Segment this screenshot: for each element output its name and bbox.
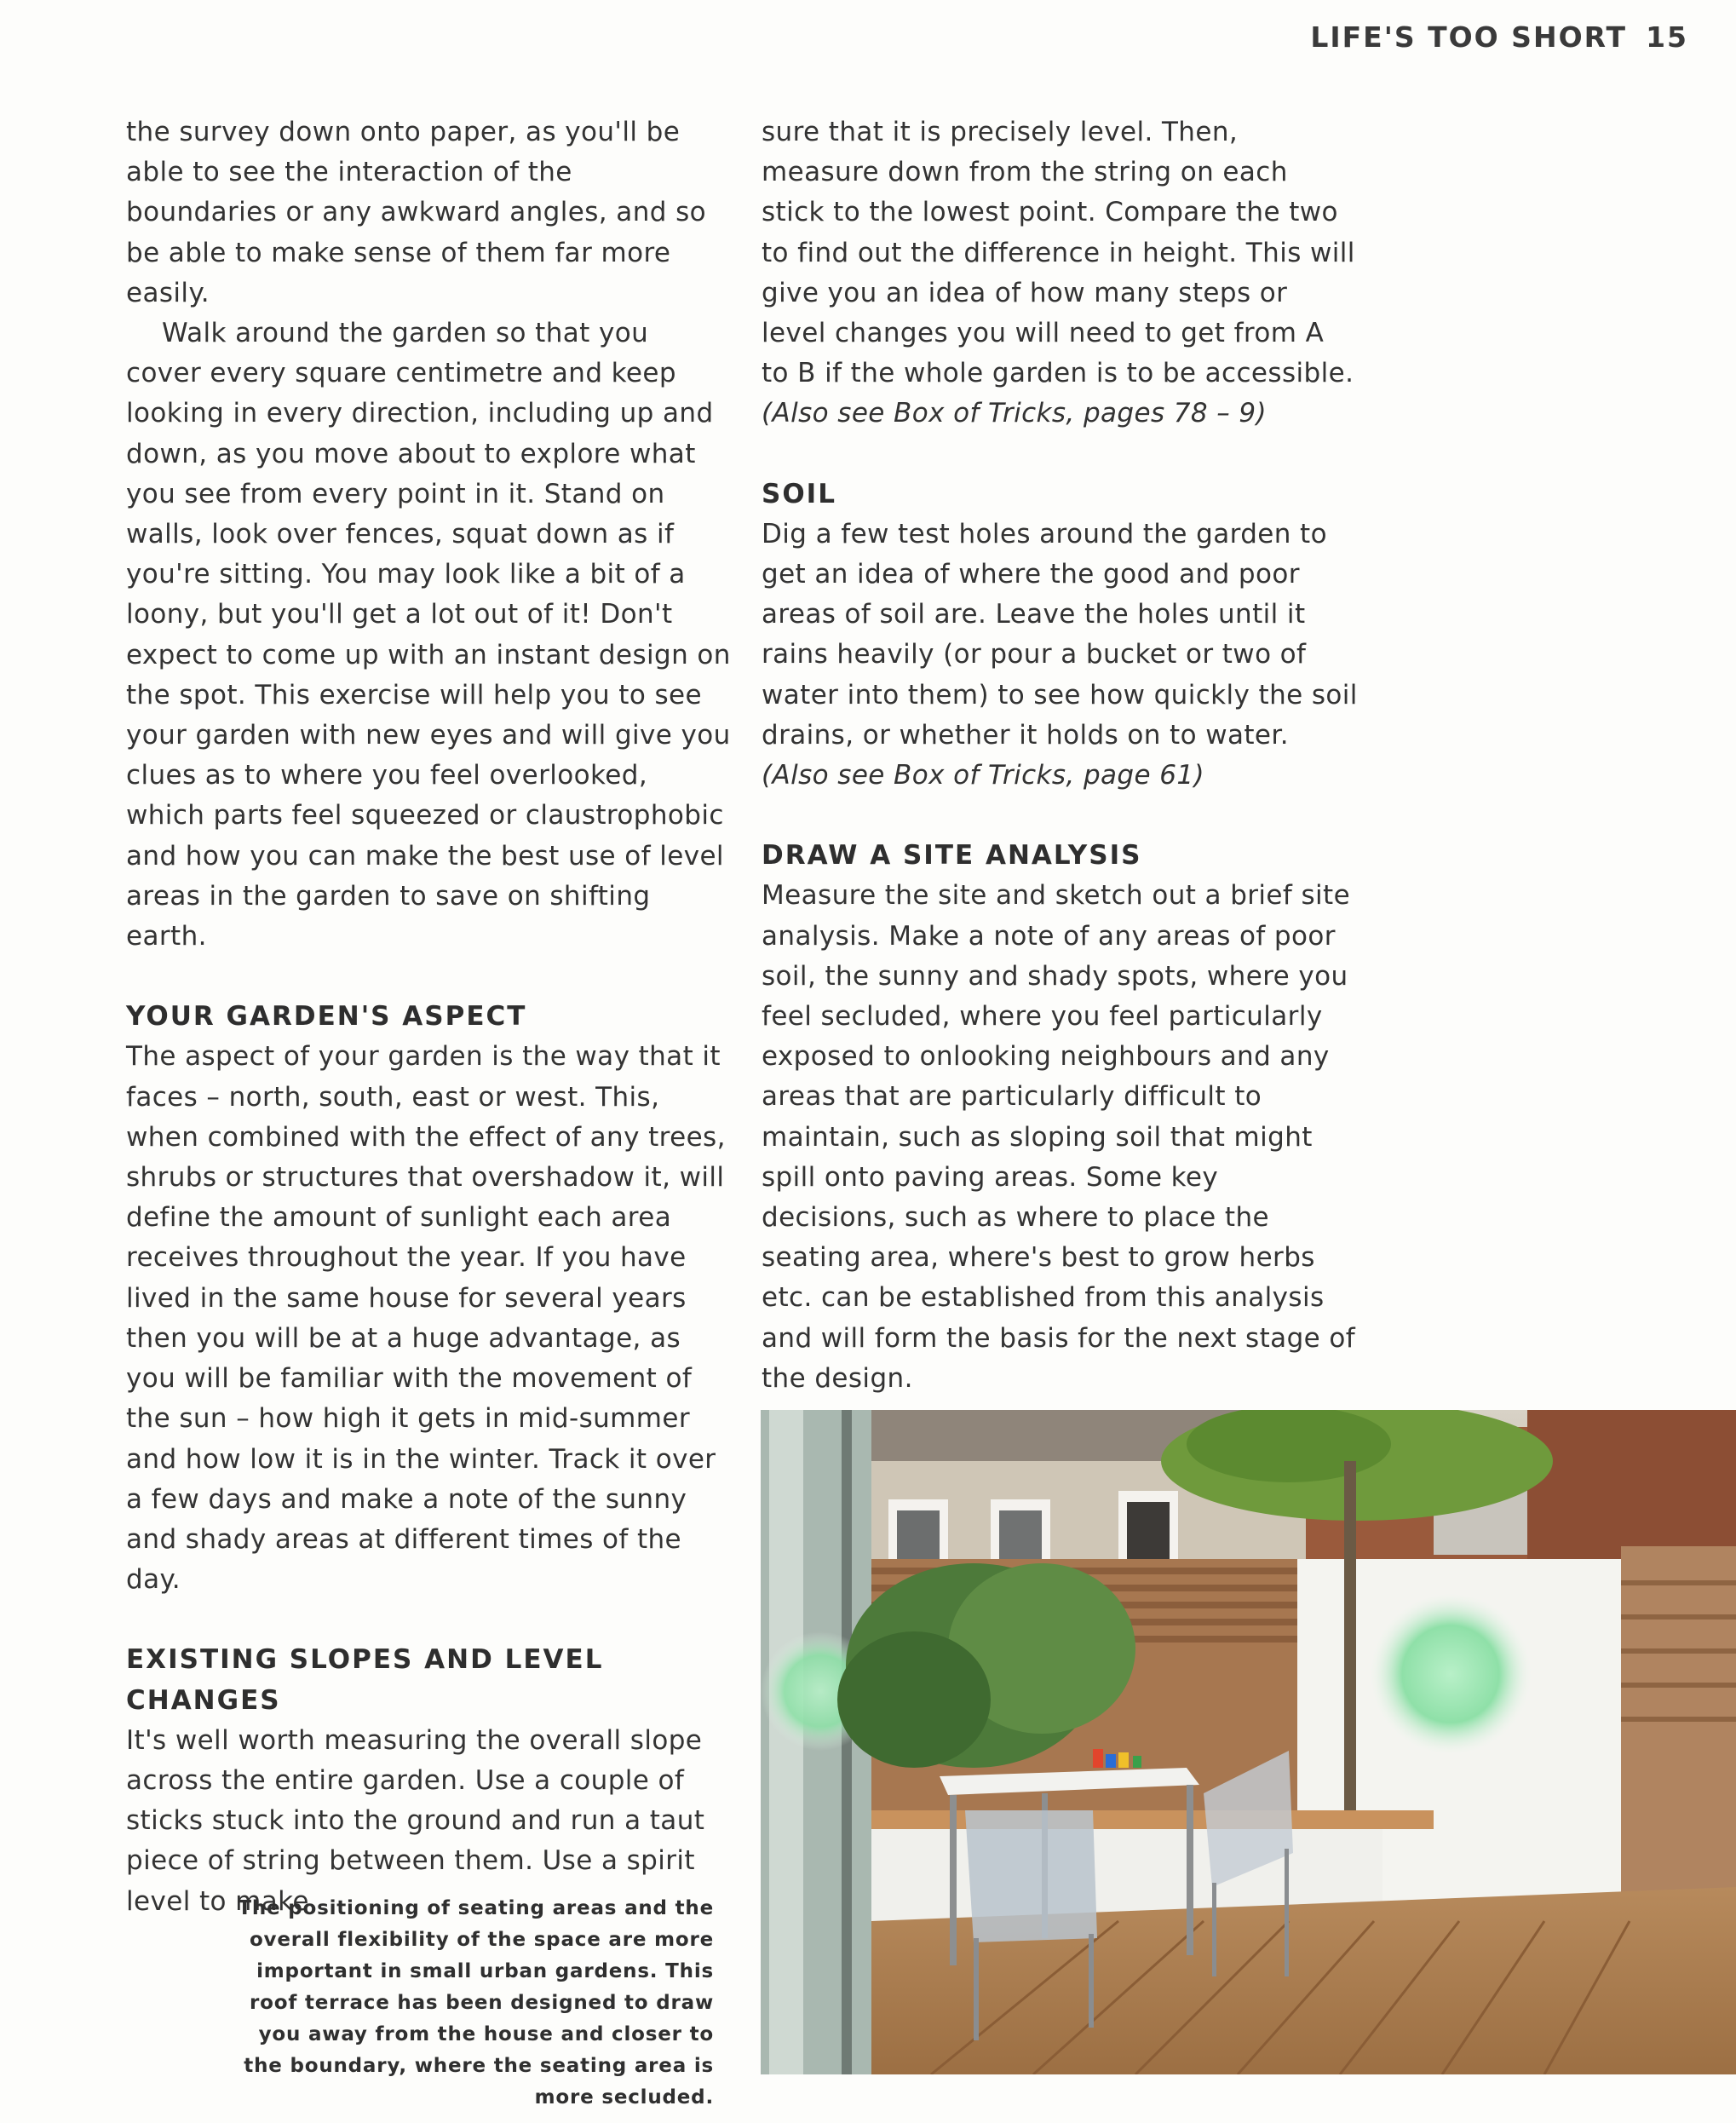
page-number: 15 — [1646, 20, 1688, 54]
photo-caption: The positioning of seating areas and the overall flexibility of the space are more important in small urban gardens. This roof terrace has been designed to draw you away from the house and closer to the boundary, where the seating area is more secluded. — [238, 1897, 714, 2109]
running-head-title: LIFE'S TOO SHORT — [1310, 20, 1628, 54]
roof-terrace-photo — [761, 1410, 1736, 2074]
roof-terrace-illustration — [761, 1410, 1736, 2074]
paragraph: It's well worth measuring the overall slope across the entire garden. Use a couple of sticks stuck into the ground and run a taut piece of string between them. Use a spirit level to make — [126, 1724, 705, 1917]
paragraph: Walk around the garden so that you cover every square centimetre and keep looking in every direction, including up and down, as you move about to explore what you see from every point in it. Stand on walls, look over fences, squat down as if you're sitting. You may look like a bit of a loony, but you'll get a lot out of it! Don't expect to come up with an instant design on the spot. This exercise will help you to see your garden with new eyes and will give you clues as to where you feel overlooked, which parts feel squeezed or claustrophobic and how you can make the best use of level areas in the garden to save on shifting earth. — [126, 318, 731, 952]
paragraph: The aspect of your garden is the way that it faces – north, south, east or west. This, when combined with the effect of any trees, shrubs or structures that overshadow it, will define the amount of sunlight each area receives throughout the year. If you have lived in the same house for several years then you will be at a huge advantage, as you will be familiar with the movement of the sun – how high it gets in mid-summer and how low it is in the winter. Track it over a few days and make a note of the sunny and shady areas at different times of the day. — [126, 1041, 726, 1596]
slopes-heading: EXISTING SLOPES AND LEVEL CHANGES — [126, 1644, 604, 1716]
site-analysis-heading: DRAW A SITE ANALYSIS — [762, 840, 1142, 872]
paragraph: the survey down onto paper, as you'll be able to see the interaction of the boundaries or any awkward angles, and so be able to make sense of them far more easily. — [126, 117, 707, 308]
cross-reference: (Also see Box of Tricks, page 61) — [762, 760, 1204, 791]
soil-heading: SOIL — [762, 478, 836, 509]
left-column — [126, 112, 731, 1922]
paragraph: Measure the site and sketch out a brief site analysis. Make a note of any areas of poor soil, the sunny and shady spots, where you feel secluded, where you feel particularly exposed to onlooking neighbours and any areas that are particularly difficult to maintain, such as sloping soil that might spill onto paving areas. Some key decisions, such as where to place the seating area, where's best to grow herbs etc. can be established from this analysis and will form the basis for the next stage of the design. — [762, 880, 1356, 1394]
running-head — [1310, 20, 1688, 54]
paragraph: Dig a few test holes around the garden to get an idea of where the good and poor areas of soil are. Leave the holes until it rains heavily (or pour a bucket or two of water into them) to see how quickly the soil drains, or whether it holds on to water. — [762, 518, 1358, 751]
aspect-heading: YOUR GARDEN'S ASPECT — [126, 1001, 527, 1033]
cross-reference: (Also see Box of Tricks, pages 78 – 9) — [762, 398, 1268, 429]
paragraph: sure that it is precisely level. Then, measure down from the string on each stick to the lowest point. Compare the two to find out the difference in height. This will give you an idea of how many steps or level changes you will need to get from A to B if the whole garden is to be accessible. — [762, 117, 1355, 389]
right-column — [762, 112, 1358, 1399]
